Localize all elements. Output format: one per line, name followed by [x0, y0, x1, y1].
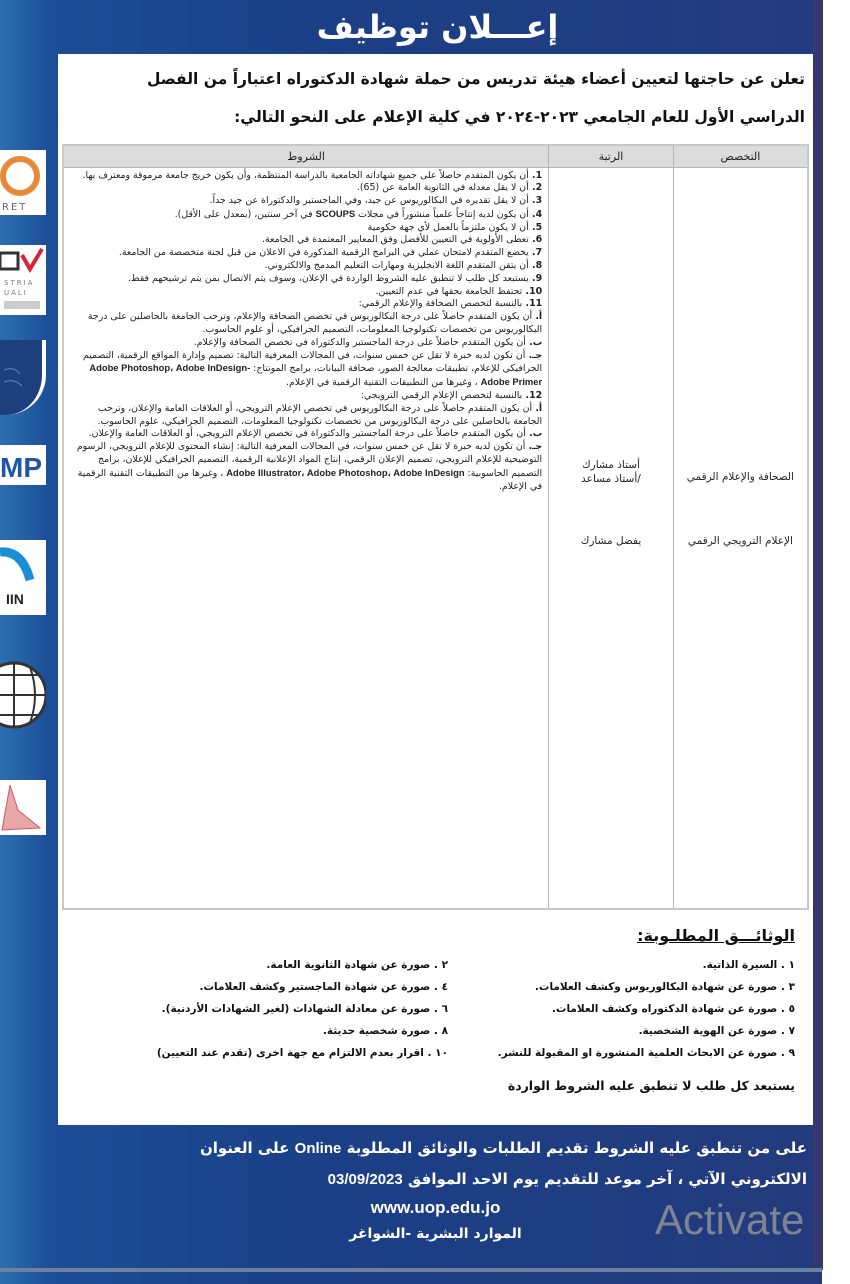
vacancies-table: [62, 144, 809, 910]
condition-item: [68, 222, 542, 235]
documents-left-column: [118, 954, 448, 1064]
rank-assistant: /أستاذ مساعد: [581, 472, 641, 485]
header-specialization: التخصص: [673, 145, 808, 167]
condition-number: ب.: [525, 428, 543, 440]
condition-software-names: SCOUPS: [315, 207, 356, 219]
specialization-cell: [673, 167, 808, 909]
orange-ring-logo: [0, 150, 46, 215]
condition-item: [68, 311, 542, 337]
hr-department: الموارد البشرية -الشواغر: [349, 1226, 522, 1242]
activate-windows-watermark: Activate: [655, 1196, 805, 1243]
condition-text: أن يكون لديه إنتاجاً علمياً منشوراً في مجلات: [355, 208, 529, 220]
intro-text: [58, 54, 813, 136]
condition-text: بالنسبة لتخصص الصحافة والإعلام الرقمي:: [358, 298, 523, 310]
condition-number: ب.: [525, 336, 543, 348]
condition-number: 1.: [528, 169, 543, 181]
condition-number: جـ.: [525, 441, 543, 453]
condition-item: [68, 390, 542, 403]
rank-cell: [549, 167, 674, 909]
specialization-digital-journalism: الصحافة والإعلام الرقمي: [686, 470, 795, 483]
footer-line1-text: على من تنطبق عليه الشروط تقديم الطلبات والوثائق المطلوبة: [346, 1139, 807, 1157]
document-item: ١ . السيرة الذاتية.: [702, 959, 795, 971]
document-item: ٥ . صورة عن شهادة الدكتوراه وكشف العلامات.: [551, 1003, 795, 1015]
intro-line-2: الدراسي الأول للعام الجامعي ٢٠٢٣-٢٠٢٤ في كلية الإعلام على النحو التالي:: [234, 108, 805, 126]
globe-emblem-logo: [0, 655, 46, 735]
documents-right-column: [455, 954, 795, 1064]
condition-number: 12.: [522, 390, 543, 402]
svg-text:UALI: UALI: [4, 289, 28, 297]
condition-text: أن يكون المتقدم حاصلاً على جميع شهاداته الجامعية بالدراسة المنتظمة، وأن يكون خريج جامعة مرموقة ومعترف بها.: [82, 169, 529, 181]
condition-number: 11.: [522, 298, 543, 310]
ad-body: [58, 54, 813, 1125]
footer-online-label: Online: [294, 1140, 342, 1157]
condition-text: أن يكون المتقدم حاصلاً على درجة البكالوريوس في تخصص الصحافة والإعلام، وترحب الجامعة بالحاصلين على درجة البكالوريوس من تخصصات تكنولوجيا المعلومات، التصميم الجرافيكي، أو علوم الحاسوب.: [87, 311, 543, 336]
condition-text: أن يكون المتقدم حاصلاً على درجة الماجستير والدكتوراة في تخصص الصحافة والإعلام.: [193, 336, 526, 348]
condition-text: يستبعد كل طلب لا تنطبق عليه الشروط الواردة في الإعلان، وسوف يتم الاتصال بمن يتم ترشيحهم فقط.: [127, 272, 529, 284]
bottom-border: [0, 1268, 822, 1272]
svg-text:RET: RET: [2, 202, 28, 213]
condition-text: تعطى الأولوية في التعيين للأفضل وفق المعايير المعتمدة في الجامعة.: [262, 234, 529, 246]
condition-text: بالنسبة لتخصص الإعلام الرقمي الترويجي:: [360, 390, 523, 402]
condition-number: 7.: [528, 247, 543, 259]
svg-text:MP: MP: [0, 452, 42, 483]
condition-item: [68, 337, 542, 350]
ad-title: إعـــلان توظيف: [316, 8, 559, 46]
red-emblem-logo: [0, 780, 46, 835]
qs-imp-logo: [0, 445, 46, 485]
document-item: ٧ . صورة عن الهوية الشخصية.: [638, 1025, 795, 1037]
condition-item: [68, 298, 542, 311]
condition-item: [68, 260, 542, 273]
condition-item: [68, 182, 542, 195]
table-header-row: [63, 145, 808, 167]
conditions-list: [64, 168, 548, 496]
condition-number: 8.: [528, 260, 543, 272]
condition-text: يخضع المتقدم لامتحان عملي في البرامج الرقمية المذكورة في الاعلان من قبل لجنة متخصصة من الجامعة.: [118, 247, 529, 259]
documents-title: الوثائـــق المطلـوبة:: [637, 926, 795, 945]
condition-number: أ.: [532, 402, 543, 414]
condition-number: 4.: [528, 208, 543, 220]
condition-item: [68, 273, 542, 286]
condition-number: 10.: [522, 285, 543, 297]
condition-item: [68, 234, 542, 247]
header-rank: الرتبة: [549, 145, 674, 167]
condition-item: [68, 170, 542, 183]
condition-text: أن لا يقل معدله في الثانوية العامة عن (65).: [356, 182, 529, 194]
footer-deadline-line: [58, 1164, 813, 1195]
condition-number: 5.: [528, 221, 543, 233]
arch-logo: [0, 540, 46, 615]
condition-number: جـ.: [525, 349, 543, 361]
footer-line2-text: الالكتروني الآتي ، آخر موعد للتقديم يوم الاحد الموافق: [407, 1170, 807, 1188]
document-item: ٨ . صورة شخصية حديثة.: [322, 1025, 448, 1037]
specialization-promotional-media: الإعلام الترويجي الرقمي: [687, 534, 793, 547]
university-website-link[interactable]: www.uop.edu.jo: [370, 1198, 501, 1217]
condition-number: 2.: [528, 182, 543, 194]
condition-text-cont: في آخر سنتين، (بمعدل على الأقل).: [174, 208, 316, 220]
intro-line-1: تعلن عن حاجتها لتعيين أعضاء هيئة تدريس من حملة شهادة الدكتوراه اعتباراً من الفصل: [146, 70, 805, 88]
condition-number: 3.: [528, 195, 543, 207]
exclusion-note: يستبعد كل طلب لا تنطبق عليه الشروط الواردة: [507, 1078, 795, 1093]
condition-text: تحتفظ الجامعة بحقها في عدم التعيين.: [375, 285, 523, 297]
rank-preferred-associate: يفضل مشارك: [580, 534, 642, 547]
condition-text: أن يكون المتقدم حاصلاً على درجة البكالوريوس في تخصص الإعلام الترويجي، أو العلاقات العامة والإعلان، وترحب الجامعة بالحاصلين على درجة البكالوريوس من تخصصات تكنولوجيا المعلومات، التصميم الجرافيكي، علوم الحاسوب.: [97, 402, 543, 427]
condition-software-names: Adobe Photoshop، Adobe InDesign-Adobe Primer: [89, 362, 543, 388]
condition-item: [68, 286, 542, 299]
footer-instructions: [58, 1125, 813, 1164]
condition-item: [68, 247, 542, 260]
condition-text: أن يتقن المتقدم اللغة الانجليزية ومهارات التعليم المدمج والالكتروني.: [264, 260, 529, 272]
document-item: ٣ . صورة عن شهادة البكالوريوس وكشف العلامات.: [534, 981, 795, 993]
document-item: ٢ . صورة عن شهادة الثانوية العامة.: [266, 959, 448, 971]
condition-text-cont: ، وغيرها من التطبيقات التقنية الرقمية في الإعلام.: [77, 467, 543, 492]
deadline-date: 03/09/2023: [327, 1171, 403, 1188]
condition-text: أن لا يقل تقديره في البكالوريوس عن جيد، وفي الماجستير والدكتوراة عن جيد جداً.: [209, 195, 529, 207]
condition-item: [68, 403, 542, 429]
condition-text: أن تكون لديه خبرة لا تقل عن خمس سنوات، في المجالات المعرفية التالية: تصميم وإدارة المواقع الرقمية، التصميم الجرافيكي للإعلام، تطبيقات معالجة الصور، صحافة البيانات، برامج المونتاج:: [82, 349, 543, 375]
condition-number: أ.: [532, 311, 543, 323]
conditions-cell: [63, 167, 549, 909]
condition-item: [68, 441, 542, 493]
footer-line1-end: على العنوان: [199, 1139, 290, 1157]
table-row: [63, 167, 808, 909]
condition-item: [68, 350, 542, 390]
right-border-strip: [813, 0, 823, 1270]
condition-text: أن تكون لديه خبرة لا تقل عن خمس سنوات، في المجالات المعرفية التالية: إنشاء المحتوى للإعلام الترويجي، الرسوم التوضيحية للإعلام الترويجي، تصميم الإعلان الرقمي، إنتاج المواد الإعلانية الرقمية، التصميم الجرافيكي للإعلان، برامج التصميم الحاسوبية:: [76, 441, 543, 479]
condition-text-cont: ، وغيرها من التطبيقات التقنية الرقمية في الإعلام.: [286, 377, 481, 389]
condition-item: [68, 428, 542, 441]
ad-header: [60, 0, 815, 54]
condition-software-names: Adobe Illustrator، Adobe Photoshop، Adobe InDesign: [226, 466, 465, 478]
condition-number: 6.: [528, 234, 543, 246]
document-item: ٦ . صورة عن معادلة الشهادات (لغير الشهادات الأردنية).: [161, 1003, 448, 1015]
condition-text: أن يكون المتقدم حاصلاً على درجة الماجستير والدكتوراة في تخصص الإعلام الترويجي، أو العلاقات العامة والإعلان.: [88, 428, 526, 440]
condition-number: 9.: [528, 272, 543, 284]
document-item: ١٠ . اقرار بعدم الالتزام مع جهة اخرى (تقدم عند التعيين): [156, 1047, 448, 1059]
document-item: ٩ . صورة عن الابحاث العلمية المنشورة او المقبولة للنشر.: [497, 1047, 795, 1059]
condition-item: [68, 208, 542, 222]
condition-item: [68, 195, 542, 208]
document-item: ٤ . صورة عن شهادة الماجستير وكشف العلامات.: [199, 981, 448, 993]
header-conditions: الشروط: [63, 145, 549, 167]
rank-associate: أستاذ مشارك: [581, 458, 640, 471]
tuv-austria-logo: [0, 245, 46, 315]
svg-text:IIN: IIN: [6, 591, 24, 607]
svg-text:STRIA: STRIA: [4, 279, 35, 287]
condition-text: أن لا يكون ملتزماً بالعمل لأي جهة حكومية: [367, 221, 529, 233]
